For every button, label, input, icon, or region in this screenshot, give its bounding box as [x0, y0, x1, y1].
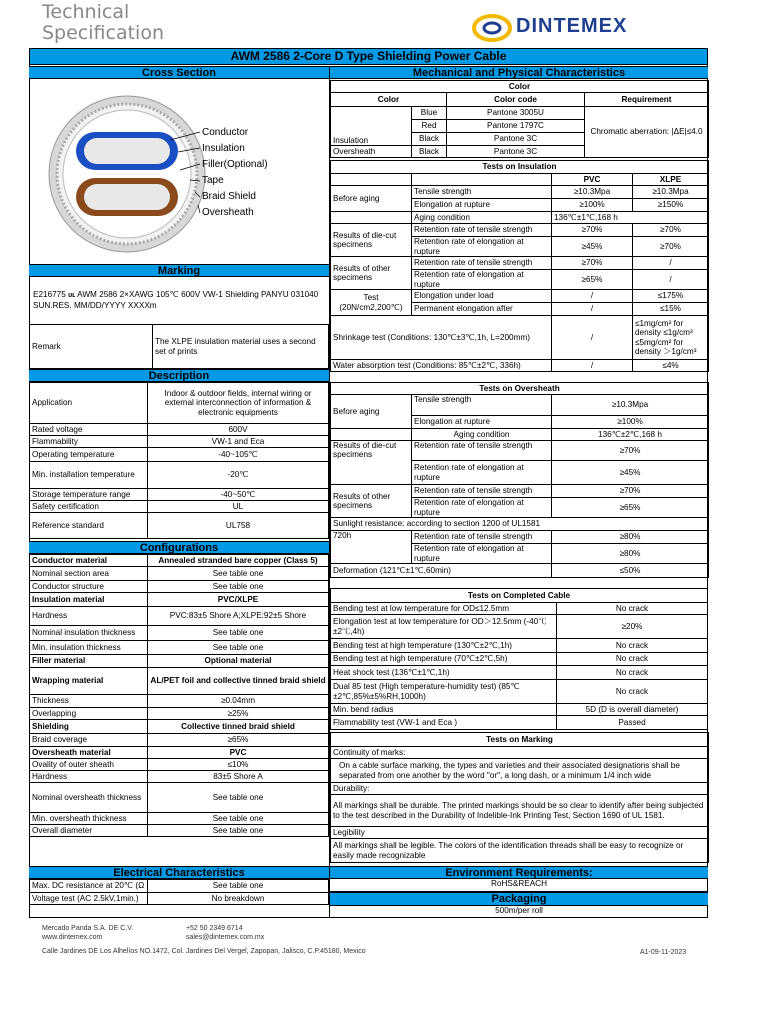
- row-value: See table one: [148, 581, 329, 593]
- remark-text: The XLPE insulation material uses a second set of prints: [153, 325, 329, 369]
- table-row: [331, 704, 708, 716]
- table-row: [30, 581, 329, 593]
- before-aging-label: Before aging: [331, 395, 412, 429]
- aging-condition-value: 136℃±2℃,168 h: [552, 429, 709, 441]
- row-value: -40~105℃: [148, 448, 329, 462]
- elongation-xlpe: ≥150%: [633, 199, 709, 212]
- color-code: Pantone 3C: [447, 146, 585, 158]
- other-tensile-value: ≥70%: [552, 485, 709, 498]
- tensile-pvc: ≥10.3Mpa: [552, 186, 633, 199]
- elongation-pvc: ≥100%: [552, 199, 633, 212]
- table-row: [30, 708, 329, 720]
- retention-elongation-label: Retention rate of elongation at rupture: [412, 237, 552, 257]
- row-label: Flammability test (VW-1 and Eca ): [331, 716, 557, 730]
- brand-logo: [470, 12, 690, 42]
- environment-heading: Environment Requirements:: [330, 866, 708, 879]
- title-line-2: Specification: [42, 22, 164, 44]
- row-value: No crack: [557, 653, 708, 666]
- retention-elongation-label: Retention rate of elongation at rupture: [412, 270, 552, 290]
- die-cut-label: Results of die-cut specimens: [331, 224, 412, 257]
- insulation-tests-heading: Tests on Insulation: [331, 161, 709, 174]
- row-label: Nominal oversheath thickness: [30, 783, 148, 813]
- retention-elongation-value: ≥45%: [552, 461, 709, 485]
- pea-pvc: /: [552, 303, 633, 316]
- row-value: ≥0.04mm: [148, 695, 329, 708]
- retention-elongation-pvc: ≥45%: [552, 237, 633, 257]
- other-elongation-xlpe: /: [633, 270, 709, 290]
- row-value: No crack: [557, 680, 708, 704]
- sunlight-resistance-label: Sunlight resistance: according to section 1200 of UL1581: [331, 518, 709, 531]
- table-row: [30, 734, 329, 747]
- row-label: Dual 85 test (High temperature-humidity test) (85℃±2℃,85%±5%RH,1000h): [331, 680, 557, 704]
- insulation-tests-table: [330, 160, 709, 372]
- table-row: [30, 813, 329, 825]
- continuity-text: On a cable surface marking, the types and varieties and their associated designations shall be separated from one another by the word "or", a long dash, or a minimum 1/4 inch wide: [331, 759, 709, 783]
- retention-elongation-label: Retention rate of elongation at rupture: [412, 461, 552, 485]
- row-label: Bending test at high temperature (70℃±2℃,5h): [331, 653, 557, 666]
- retention-tensile-label: Retention rate of tensile strength: [412, 441, 552, 461]
- row-label: Elongation test at low temperature for OD＞12.5mm (-40℃±2℃,4h): [331, 615, 557, 639]
- deformation-value: ≤50%: [552, 564, 709, 578]
- table-row: [30, 501, 329, 513]
- row-label: Rated voltage: [30, 424, 148, 436]
- legibility-label: Legibility: [331, 827, 709, 839]
- footer-web[interactable]: www.dintemex.com: [42, 934, 103, 941]
- color-name: Blue: [412, 107, 447, 120]
- description-table: [29, 382, 329, 539]
- row-value: 83±5 Shore A: [148, 771, 329, 783]
- durability-label: Durability:: [331, 783, 709, 795]
- table-row: [30, 747, 329, 759]
- load-test-label: Test (20N/cm2,200℃): [331, 290, 412, 316]
- row-label: Reference standard: [30, 513, 148, 539]
- row-value: Passed: [557, 716, 708, 730]
- row-value: VW-1 and Eca: [148, 436, 329, 448]
- color-requirement: Chromatic aberration: |ΔE|≤4.0: [585, 107, 709, 158]
- table-row: [30, 695, 329, 708]
- cross-section-heading: Cross Section: [29, 66, 329, 79]
- table-row: [30, 771, 329, 783]
- row-label: Oversheath material: [30, 747, 148, 759]
- col-pvc: PVC: [552, 174, 633, 186]
- footer-address: Calle Jardines DE Los Alhelíos NO.1472, Col. Jardines Del Vergel, Zapopan, Jalisco, C.P.45180, Mexico: [42, 948, 366, 955]
- row-label: Bending test at high temperature (130℃±2℃,1h): [331, 639, 557, 653]
- retention-tensile-value: ≥70%: [552, 441, 709, 461]
- die-cut-label: Results of die-cut specimens: [331, 441, 412, 485]
- elongation-under-load-label: Elongation under load: [412, 290, 552, 303]
- other-specimens-label: Results of other specimens: [331, 257, 412, 290]
- retention-tensile-label: Retention rate of tensile strength: [412, 257, 552, 270]
- retention-elongation-label: Retention rate of elongation at rupture: [412, 544, 552, 564]
- row-label: Storage temperature range: [30, 489, 148, 501]
- before-aging-label: Before aging: [331, 186, 412, 212]
- table-row: [30, 880, 329, 893]
- h720-label: 720h: [331, 531, 412, 564]
- table-row: [30, 462, 329, 489]
- footer-phone: +52 50 2349 6714: [185, 925, 243, 932]
- row-value: -40~50℃: [148, 489, 329, 501]
- cross-section-figure: [30, 80, 329, 262]
- row-label: Hardness: [30, 607, 148, 626]
- table-row: [30, 513, 329, 539]
- marking-tests-heading: Tests on Marking: [331, 733, 709, 747]
- mechanical-heading: Mechanical and Physical Characteristics: [330, 66, 708, 79]
- table-row: [30, 720, 329, 734]
- other-tensile-pvc: ≥70%: [552, 257, 633, 270]
- row-label: Min. installation temperature: [30, 462, 148, 489]
- oversheath-tests-heading: Tests on Oversheath: [331, 383, 709, 395]
- footer: [42, 924, 366, 956]
- row-value: 600V: [148, 424, 329, 436]
- table-row: [30, 555, 329, 567]
- color-insulation-label: Insulation: [331, 107, 412, 146]
- water-pvc: /: [552, 360, 633, 372]
- row-label: Braid coverage: [30, 734, 148, 747]
- configurations-table: [29, 554, 329, 837]
- other-tensile-xlpe: /: [633, 257, 709, 270]
- row-label: Heat shock test (136℃±1℃,1h): [331, 666, 557, 680]
- row-label: Conductor material: [30, 555, 148, 567]
- cable-cross-section-diagram: [30, 80, 329, 262]
- table-row: [30, 759, 329, 771]
- row-value: UL758: [148, 513, 329, 539]
- electrical-table: [29, 879, 329, 905]
- row-label: Flammability: [30, 436, 148, 448]
- sunlight-tensile-value: ≥80%: [552, 531, 709, 544]
- table-row: [30, 825, 329, 837]
- row-value: ≤10%: [148, 759, 329, 771]
- label-braid-shield: Braid Shield: [202, 191, 256, 202]
- retention-elongation-label: Retention rate of elongation at rupture: [412, 498, 552, 518]
- remark-table: [29, 324, 329, 369]
- row-label: Shielding: [30, 720, 148, 734]
- row-label: Hardness: [30, 771, 148, 783]
- row-label: Nominal insulation thickness: [30, 626, 148, 641]
- durability-text: All markings shall be durable. The printed markings should be so clear to identify after being subjected to the test described in the Durability of Indelible-Ink Printing Test, Section 1690 of UL 1581.: [331, 795, 709, 827]
- row-label: Min. bend radius: [331, 704, 557, 716]
- brand-name: DINTEMEX: [516, 15, 628, 37]
- label-conductor: Conductor: [202, 127, 249, 138]
- marking-heading: Marking: [29, 264, 329, 277]
- row-value: ≥65%: [148, 734, 329, 747]
- table-row: [331, 716, 708, 730]
- table-row: [30, 593, 329, 607]
- col-xlpe: XLPE: [633, 174, 709, 186]
- deformation-label: Deformation (121℃±1℃,60min): [331, 564, 552, 578]
- aging-condition-label: Aging condition: [412, 212, 552, 224]
- packaging-value: 500m/per roll: [495, 906, 543, 915]
- other-specimens-label: Results of other specimens: [331, 485, 412, 518]
- shrinkage-test-label: Shrinkage test (Conditions: 130℃±3℃,1h, L=200mm): [331, 316, 552, 360]
- row-value: UL: [148, 501, 329, 513]
- row-value: See table one: [148, 880, 329, 893]
- elongation-label: Elongation at rupture: [412, 416, 552, 429]
- pea-xlpe: ≤15%: [633, 303, 709, 316]
- row-value: 5D (D is overall diameter): [557, 704, 708, 716]
- table-row: [30, 436, 329, 448]
- table-row: [30, 893, 329, 905]
- table-row: [30, 567, 329, 581]
- color-table: [330, 80, 709, 158]
- cross-section-labels: [202, 125, 268, 221]
- tensile-label: Tensile strength: [412, 395, 552, 416]
- shrinkage-xlpe: ≤1mg/cm² for density ≤1g/cm³ ≤5mg/cm² for density ＞1g/cm³: [633, 316, 709, 360]
- row-value: No crack: [557, 666, 708, 680]
- label-tape: Tape: [202, 175, 224, 186]
- row-value: See table one: [148, 641, 329, 655]
- tensile-value: ≥10.3Mpa: [552, 395, 709, 416]
- color-name: Black: [412, 146, 447, 158]
- table-row: [331, 615, 708, 639]
- shrinkage-pvc: /: [552, 316, 633, 360]
- color-oversheath-label: Oversheath: [331, 146, 412, 158]
- oversheath-tests-table: [330, 382, 709, 578]
- retention-tensile-label: Retention rate of tensile strength: [412, 485, 552, 498]
- row-label: Wrapping material: [30, 668, 148, 695]
- row-value: PVC: [148, 747, 329, 759]
- col-requirement: Requirement: [585, 93, 709, 107]
- retention-tensile-label: Retention rate of tensile strength: [412, 224, 552, 237]
- elongation-label: Elongation at rupture: [412, 199, 552, 212]
- table-row: [331, 653, 708, 666]
- row-value: PVC:83±5 Shore A;XLPE:92±5 Shore: [148, 607, 329, 626]
- table-row: [30, 383, 329, 424]
- other-elongation-pvc: ≥65%: [552, 270, 633, 290]
- row-label: Bending test at low temperature for OD≤12.5mm: [331, 603, 557, 615]
- sunlight-elongation-value: ≥80%: [552, 544, 709, 564]
- legibility-text: All markings shall be legible. The colors of the identification threads shall be easy to recognize or easily made recognizable: [331, 839, 709, 863]
- row-value: PVC/XLPE: [148, 593, 329, 607]
- retention-tensile-label: Retention rate of tensile strength: [412, 531, 552, 544]
- color-heading: Color: [331, 81, 709, 93]
- eul-xlpe: ≤175%: [633, 290, 709, 303]
- table-row: [30, 489, 329, 501]
- description-heading: Description: [29, 369, 329, 382]
- eul-pvc: /: [552, 290, 633, 303]
- marking-print: AWM 2586 2×XAWG 105℃ 600V VW-1 Shielding PANYU 031040 SUN.RES. MM/DD/YYYY XXXXm: [33, 290, 319, 310]
- color-name: Black: [412, 133, 447, 146]
- column-divider: [329, 66, 330, 918]
- main-title: AWM 2586 2-Core D Type Shielding Power Cable: [29, 48, 708, 65]
- table-row: [30, 448, 329, 462]
- configurations-heading: Configurations: [29, 541, 329, 554]
- row-label: Conductor structure: [30, 581, 148, 593]
- row-value: Optional material: [148, 655, 329, 668]
- permanent-elongation-label: Permanent elongation after: [412, 303, 552, 316]
- table-row: [30, 424, 329, 436]
- aging-condition-label: Aging condition: [412, 429, 552, 441]
- ul-mark-icon: ᴜʟ: [68, 292, 76, 299]
- row-label: Thickness: [30, 695, 148, 708]
- row-label: Overlapping: [30, 708, 148, 720]
- row-value: See table one: [148, 813, 329, 825]
- color-code: Pantone 1797C: [447, 120, 585, 133]
- row-value: AL/PET foil and collective tinned braid shield: [148, 668, 329, 695]
- retention-tensile-xlpe: ≥70%: [633, 224, 709, 237]
- row-label: Min. insulation thickness: [30, 641, 148, 655]
- page-title: [42, 2, 164, 44]
- row-label: Safety certification: [30, 501, 148, 513]
- completed-cable-heading: Tests on Completed Cable: [331, 589, 708, 603]
- table-row: [30, 668, 329, 695]
- color-code: Pantone 3005U: [447, 107, 585, 120]
- row-value: See table one: [148, 626, 329, 641]
- retention-tensile-pvc: ≥70%: [552, 224, 633, 237]
- packaging-heading: Packaging: [330, 892, 708, 906]
- row-label: Overall diameter: [30, 825, 148, 837]
- electrical-heading: Electrical Characteristics: [29, 866, 329, 879]
- row-label: Max. DC resistance at 20℃ (Ω: [30, 880, 148, 893]
- table-row: [30, 641, 329, 655]
- title-line-1: Technical: [42, 1, 130, 23]
- row-value: -20℃: [148, 462, 329, 489]
- retention-elongation-xlpe: ≥70%: [633, 237, 709, 257]
- remark-label: Remark: [30, 325, 153, 369]
- label-oversheath: Oversheath: [202, 207, 254, 218]
- row-value: See table one: [148, 567, 329, 581]
- color-name: Red: [412, 120, 447, 133]
- aging-condition-value: 136℃±1℃,168 h: [552, 212, 709, 224]
- col-color: Color: [331, 93, 447, 107]
- tensile-label: Tensile strength: [412, 186, 552, 199]
- continuity-label: Continuity of marks:: [331, 747, 709, 759]
- table-row: [331, 639, 708, 653]
- environment-value: RoHS&REACH: [330, 879, 708, 892]
- table-row: [30, 783, 329, 813]
- table-row: [30, 607, 329, 626]
- row-value: Collective tinned braid shield: [148, 720, 329, 734]
- tensile-xlpe: ≥10.3Mpa: [633, 186, 709, 199]
- row-label: Nominal section area: [30, 567, 148, 581]
- col-color-code: Color code: [447, 93, 585, 107]
- row-value: No crack: [557, 603, 708, 615]
- marking-text: [33, 290, 325, 311]
- color-code: Pantone 3C: [447, 133, 585, 146]
- water-xlpe: ≤4%: [633, 360, 709, 372]
- row-value: Annealed stranded bare copper (Class 5): [148, 555, 329, 567]
- table-row: [30, 655, 329, 668]
- other-elongation-value: ≥65%: [552, 498, 709, 518]
- table-row: [30, 626, 329, 641]
- row-value: See table one: [148, 783, 329, 813]
- marking-file-no: E216775: [33, 290, 66, 299]
- completed-cable-table: [330, 588, 708, 730]
- row-label: Ovality of outer sheath: [30, 759, 148, 771]
- row-label: Application: [30, 383, 148, 424]
- row-label: Operating temperature: [30, 448, 148, 462]
- water-absorption-label: Water absorption test (Conditions: 85℃±2℃, 336h): [331, 360, 552, 372]
- footer-email[interactable]: sales@dintemex.com.mx: [185, 934, 265, 941]
- row-label: Min. oversheath thickness: [30, 813, 148, 825]
- row-label: Filler material: [30, 655, 148, 668]
- marking-tests-table: [330, 732, 709, 863]
- table-row: [331, 680, 708, 704]
- row-value: Indoor & outdoor fields, internal wiring or external interconnection of information & electronic equipments: [148, 383, 329, 424]
- row-value: ≥25%: [148, 708, 329, 720]
- table-row: [331, 666, 708, 680]
- table-row: [331, 603, 708, 615]
- row-value: No breakdown: [148, 893, 329, 905]
- label-filler: Filler(Optional): [202, 159, 268, 170]
- logo-ring-icon: [470, 12, 516, 44]
- footer-company: Mercado Panda S.A. DE C.V.: [42, 925, 134, 932]
- label-insulation: Insulation: [202, 143, 245, 154]
- row-value: ≥20%: [557, 615, 708, 639]
- row-label: Voltage test (AC 2.5kV,1min.): [30, 893, 148, 905]
- elongation-value: ≥100%: [552, 416, 709, 429]
- row-value: No crack: [557, 639, 708, 653]
- row-value: See table one: [148, 825, 329, 837]
- doc-code: A1-09-11-2023: [640, 949, 687, 956]
- row-label: Insulation material: [30, 593, 148, 607]
